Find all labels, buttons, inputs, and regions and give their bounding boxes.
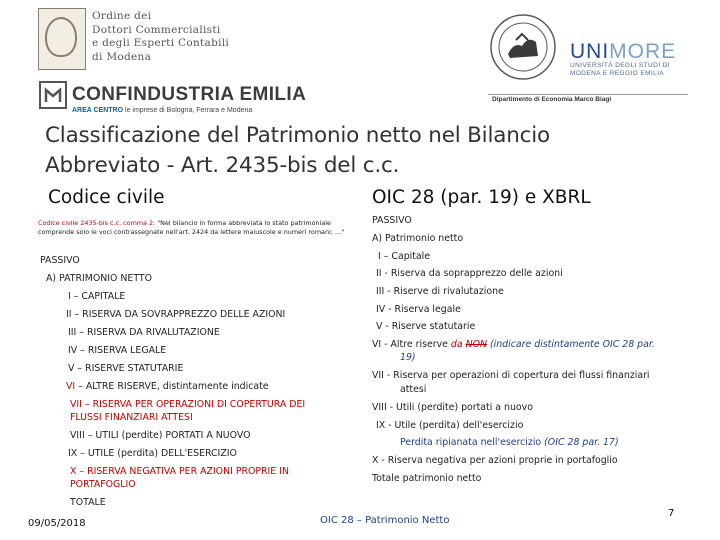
odc-line: Ordine dei [92, 10, 152, 22]
odc-emblem-icon [38, 8, 86, 70]
list-item: V - Riserve statutarie [376, 321, 476, 332]
list-item: II - Riserva da soprapprezzo delle azioni [376, 268, 563, 279]
list-item: III – RISERVA DA RIVALUTAZIONE [68, 327, 220, 338]
odc-line: Dottori Commercialisti [92, 23, 221, 36]
list-item: FLUSSI FINANZIARI ATTESI [70, 412, 193, 423]
slide-title [45, 121, 550, 181]
list-item: VI – ALTRE RISERVE, distintamente indicate [66, 381, 269, 392]
list-item: VIII – UTILI (perdite) PORTATI A NUOVO [70, 430, 251, 441]
university-seal-icon [488, 12, 558, 82]
confindustria-name: CONFINDUSTRIA EMILIA [72, 84, 307, 105]
list-item: III - Riserve di rivalutazione [376, 286, 504, 297]
list-item: II – RISERVA DA SOVRAPPREZZO DELLE AZIONI [66, 309, 286, 320]
list-item: Perdita ripianata nell'esercizio (OIC 28 par. 17) [400, 437, 619, 448]
confindustria-mark-icon [38, 80, 68, 110]
unimore-subtitle: UNIVERSITÀ DEGLI STUDI DI MODENA E REGGIO EMILIA [570, 62, 670, 77]
list-item: 19) [400, 352, 416, 363]
list-item: IX – UTILE (perdita) DELL'ESERCIZIO [68, 448, 237, 459]
list-item: X - Riserva negativa per azioni proprie in portafoglio [372, 455, 618, 466]
list-item: PORTAFOGLIO [70, 479, 136, 490]
list-item: IX - Utile (perdita) dell'esercizio [376, 420, 524, 431]
list-item: X – RISERVA NEGATIVA PER AZIONI PROPRIE IN [70, 466, 289, 477]
note-text: : "Nel bilancio in forma abbreviata lo stato patrimoniale comprende solo le voci contrassegnate nell'art. 2424 da lettere maiuscole e numeri romani; …" [38, 219, 345, 236]
list-item: I – Capitale [378, 251, 431, 262]
odc-line: e degli Esperti Contabili [92, 37, 230, 49]
list-item: IV - Riserva legale [376, 304, 461, 315]
left-heading: Codice civile [48, 187, 165, 208]
list-item: PASSIVO [40, 255, 80, 266]
list-item: VII – RISERVA PER OPERAZIONI DI COPERTURA DEI [70, 399, 306, 410]
title-line: Classificazione del Patrimonio netto nel Bilancio [45, 123, 550, 148]
department-name: Dipartimento di Economia Marco Biagi [492, 96, 612, 103]
title-line: Abbreviato - Art. 2435-bis del c.c. [45, 153, 400, 178]
odc-logo [38, 8, 258, 70]
list-item: A) Patrimonio netto [372, 233, 464, 244]
list-item: VIII - Utili (perdite) portati a nuovo [372, 402, 533, 413]
confindustria-subtitle: AREA CENTRO le imprese di Bologna, Ferrara e Modena [72, 107, 253, 114]
unimore-wordmark: UNIMORE [570, 40, 677, 63]
right-heading: OIC 28 (par. 19) e XBRL [372, 187, 591, 208]
odc-name [92, 10, 229, 64]
footer-date: 09/05/2018 [28, 518, 86, 529]
list-item: VI - Altre riserve da NON (indicare distintamente OIC 28 par. [372, 339, 655, 350]
odc-line: di Modena [92, 50, 152, 63]
list-item: I – CAPITALE [68, 291, 126, 302]
list-item: Totale patrimonio netto [372, 473, 482, 484]
list-item: PASSIVO [372, 215, 412, 226]
list-item: TOTALE [70, 497, 106, 508]
list-item: attesi [400, 384, 427, 395]
page-number: 7 [668, 508, 675, 519]
list-item: V – RISERVE STATUTARIE [68, 363, 184, 374]
footer-title: OIC 28 – Patrimonio Netto [320, 515, 450, 526]
divider [488, 94, 688, 95]
civil-code-note [38, 219, 358, 236]
list-item: IV – RISERVA LEGALE [68, 345, 167, 356]
list-item: VII - Riserva per operazioni di copertura dei flussi finanziari [372, 370, 650, 381]
confindustria-logo [38, 80, 307, 124]
unimore-logo [488, 12, 688, 102]
note-reference: Codice civile 2435-bis c.c. comma 2 [38, 219, 154, 227]
list-item: A) PATRIMONIO NETTO [46, 273, 153, 284]
